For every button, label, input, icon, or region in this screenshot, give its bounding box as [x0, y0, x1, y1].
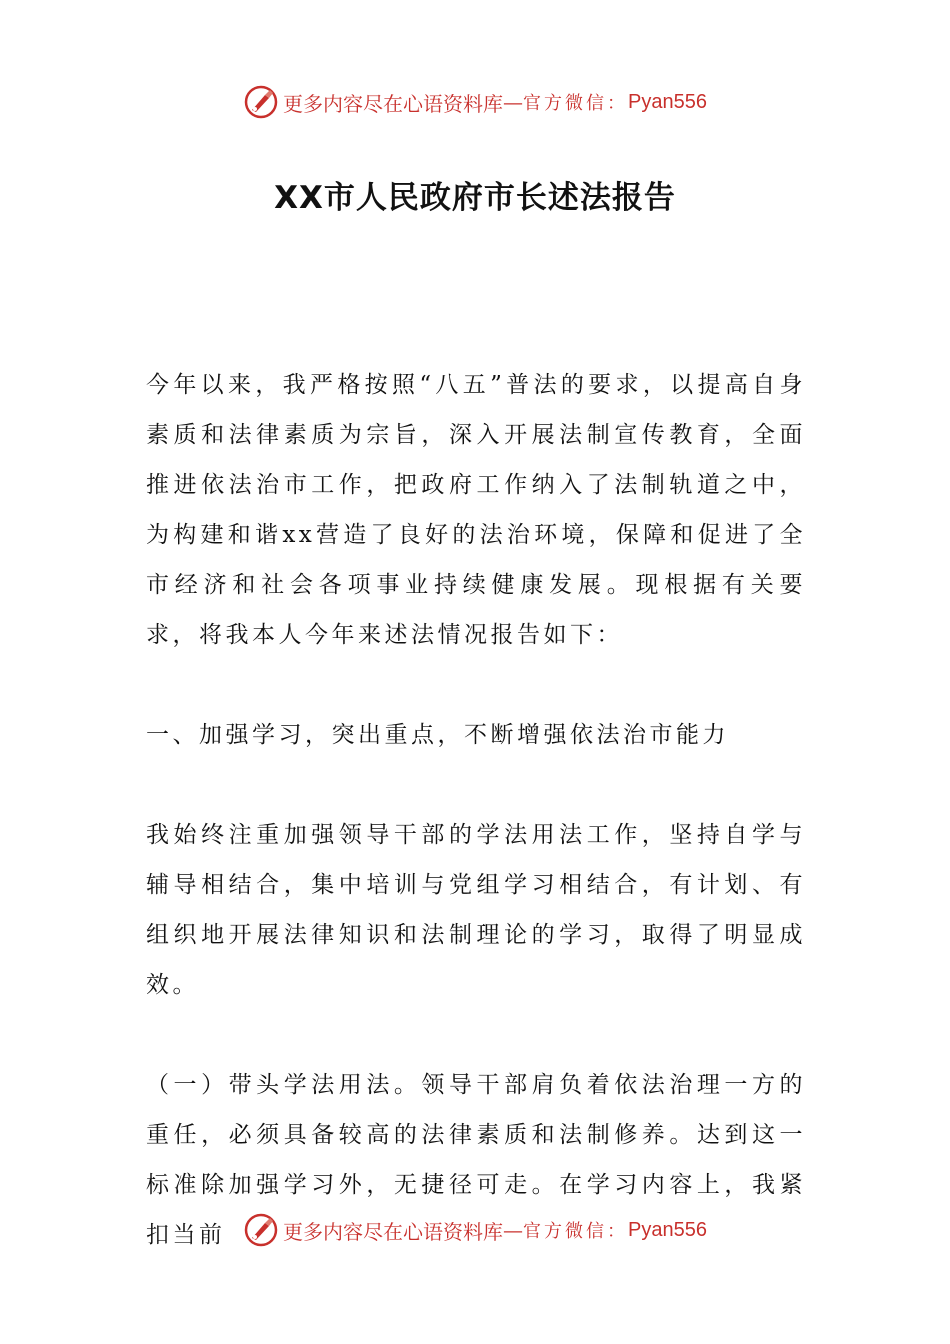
banner-text: 更多内容尽在心语资料库	[283, 1219, 504, 1244]
banner-wechat-label: 官方微信：	[523, 1221, 629, 1242]
banner-wechat-id: Pyan556	[628, 1218, 707, 1241]
banner-text: 更多内容尽在心语资料库	[283, 91, 504, 116]
section-heading-1: 一、加强学习，突出重点，不断增强依法治市能力	[146, 722, 729, 748]
paragraph-subsection-1: （一）带头学法用法。领导干部肩负着依法治理一方的重任，必须具备较高的法律素质和法制修养。达到这一标准除加强学习外，无捷径可走。在学习内容上，我紧扣当前	[146, 1072, 806, 1248]
footer-watermark-banner	[0, 1210, 950, 1250]
banner-wechat-label: 官方微信：	[523, 93, 629, 114]
header-watermark-banner	[0, 82, 950, 122]
paragraph-intro: 今年以来，我严格按照“八五”普法的要求，以提高自身素质和法律素质为宗旨，深入开展法制宣传教育，全面推进依法治市工作，把政府工作纳入了法制轨道之中，为构建和谐xx营造了良好的法治环境，保障和促进了全市经济和社会各项事业持续健康发展。现根据有关要求，将我本人今年来述法情况报告如下：	[146, 372, 806, 648]
document-body	[146, 360, 806, 1260]
banner-separator: —	[503, 1218, 524, 1242]
paragraph-section-1: 我始终注重加强领导干部的学法用法工作，坚持自学与辅导相结合，集中培训与党组学习相结合，有计划、有组织地开展法律知识和法制理论的学习，取得了明显成效。	[146, 822, 806, 998]
pen-nib-logo-icon	[243, 1212, 279, 1248]
banner-wechat-id: Pyan556	[628, 90, 707, 113]
document-title: XX市人民政府市长述法报告	[274, 180, 676, 216]
banner-separator: —	[503, 90, 524, 114]
pen-nib-logo-icon	[243, 84, 279, 120]
